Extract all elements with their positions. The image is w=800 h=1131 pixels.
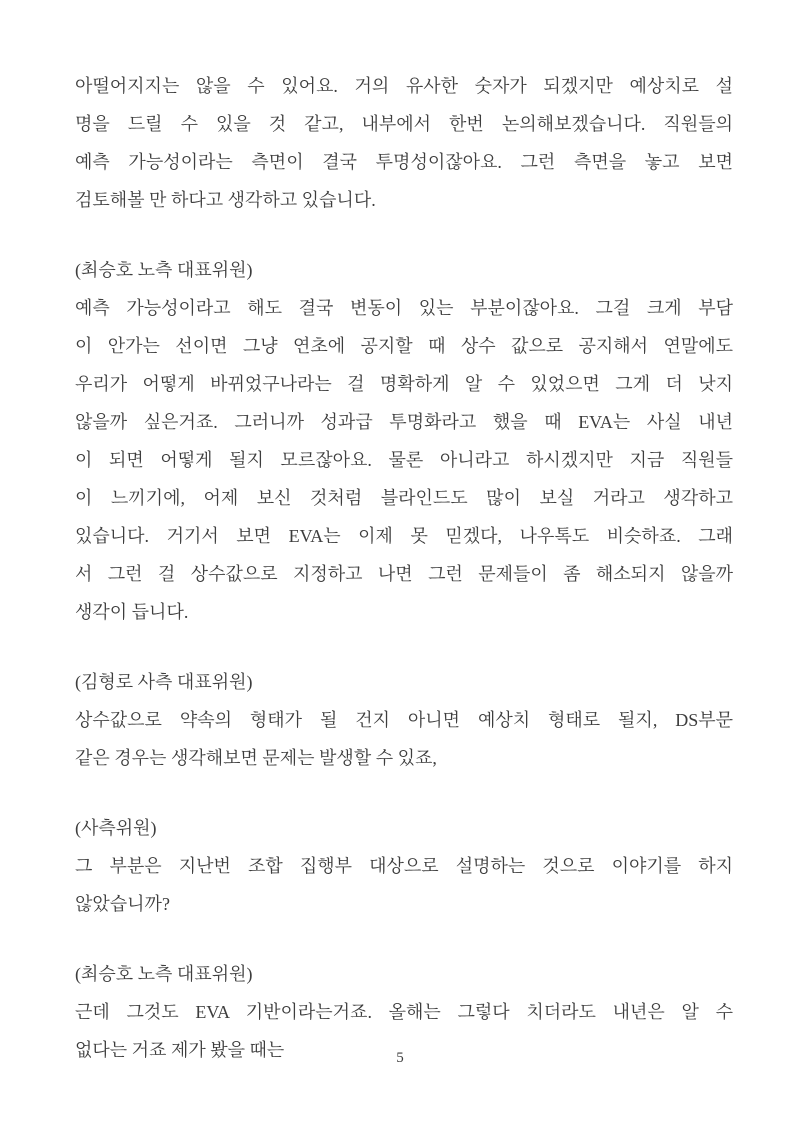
text-line: 예측 가능성이라고 해도 결국 변동이 있는 부분이잖아요. 그걸 크게 부담 [75, 298, 733, 318]
text-line: 검토해볼 만 하다고 생각하고 있습니다. [75, 190, 376, 210]
paragraph [75, 847, 733, 923]
paragraph [75, 289, 733, 631]
speaker-label: (김형로 사측 대표위원) [75, 672, 253, 692]
paragraph [75, 701, 733, 777]
text-line: 이 되면 어떻게 될지 모르잖아요. 물론 아니라고 하시겠지만 지금 직원들 [75, 450, 733, 470]
speaker-label: (최승호 노측 대표위원) [75, 260, 253, 280]
text-line: 근데 그것도 EVA 기반이라는거죠. 올해는 그렇다 치더라도 내년은 알 수 [75, 1002, 733, 1022]
speaker-label: (사측위원) [75, 818, 157, 838]
paragraph [75, 67, 733, 219]
text-line: 않을까 싶은거죠. 그러니까 성과급 투명화라고 했을 때 EVA는 사실 내년 [75, 412, 733, 432]
page-number: 5 [396, 1050, 404, 1066]
text-line: 예측 가능성이라는 측면이 결국 투명성이잖아요. 그런 측면을 놓고 보면 [75, 152, 733, 172]
text-line: 그 부분은 지난번 조합 집행부 대상으로 설명하는 것으로 이야기를 하지 [75, 856, 733, 876]
text-line: 상수값으로 약속의 형태가 될 건지 아니면 예상치 형태로 될지, DS부문 [75, 710, 733, 730]
text-line: 아떨어지지는 않을 수 있어요. 거의 유사한 숫자가 되겠지만 예상치로 설 [75, 76, 733, 96]
text-line: 있습니다. 거기서 보면 EVA는 이제 못 믿겠다, 나우톡도 비슷하죠. 그래 [75, 526, 733, 546]
text-line: 같은 경우는 생각해보면 문제는 발생할 수 있죠, [75, 748, 437, 768]
text-line: 없다는 거죠 제가 봤을 때는 [75, 1040, 285, 1060]
speaker-label: (최승호 노측 대표위원) [75, 964, 253, 984]
text-line: 명을 드릴 수 있을 것 같고, 내부에서 한번 논의해보겠습니다. 직원들의 [75, 114, 733, 134]
text-line: 이 느끼기에, 어제 보신 것처럼 블라인드도 많이 보실 거라고 생각하고 [75, 488, 733, 508]
text-line: 서 그런 걸 상수값으로 지정하고 나면 그런 문제들이 좀 해소되지 않을까 [75, 564, 733, 584]
text-line: 이 안가는 선이면 그냥 연초에 공지할 때 상수 값으로 공지해서 연말에도 [75, 336, 733, 356]
text-line: 우리가 어떻게 바뀌었구나라는 걸 명확하게 알 수 있었으면 그게 더 낫지 [75, 374, 733, 394]
text-line: 않았습니까? [75, 894, 170, 914]
text-line: 생각이 듭니다. [75, 602, 189, 622]
